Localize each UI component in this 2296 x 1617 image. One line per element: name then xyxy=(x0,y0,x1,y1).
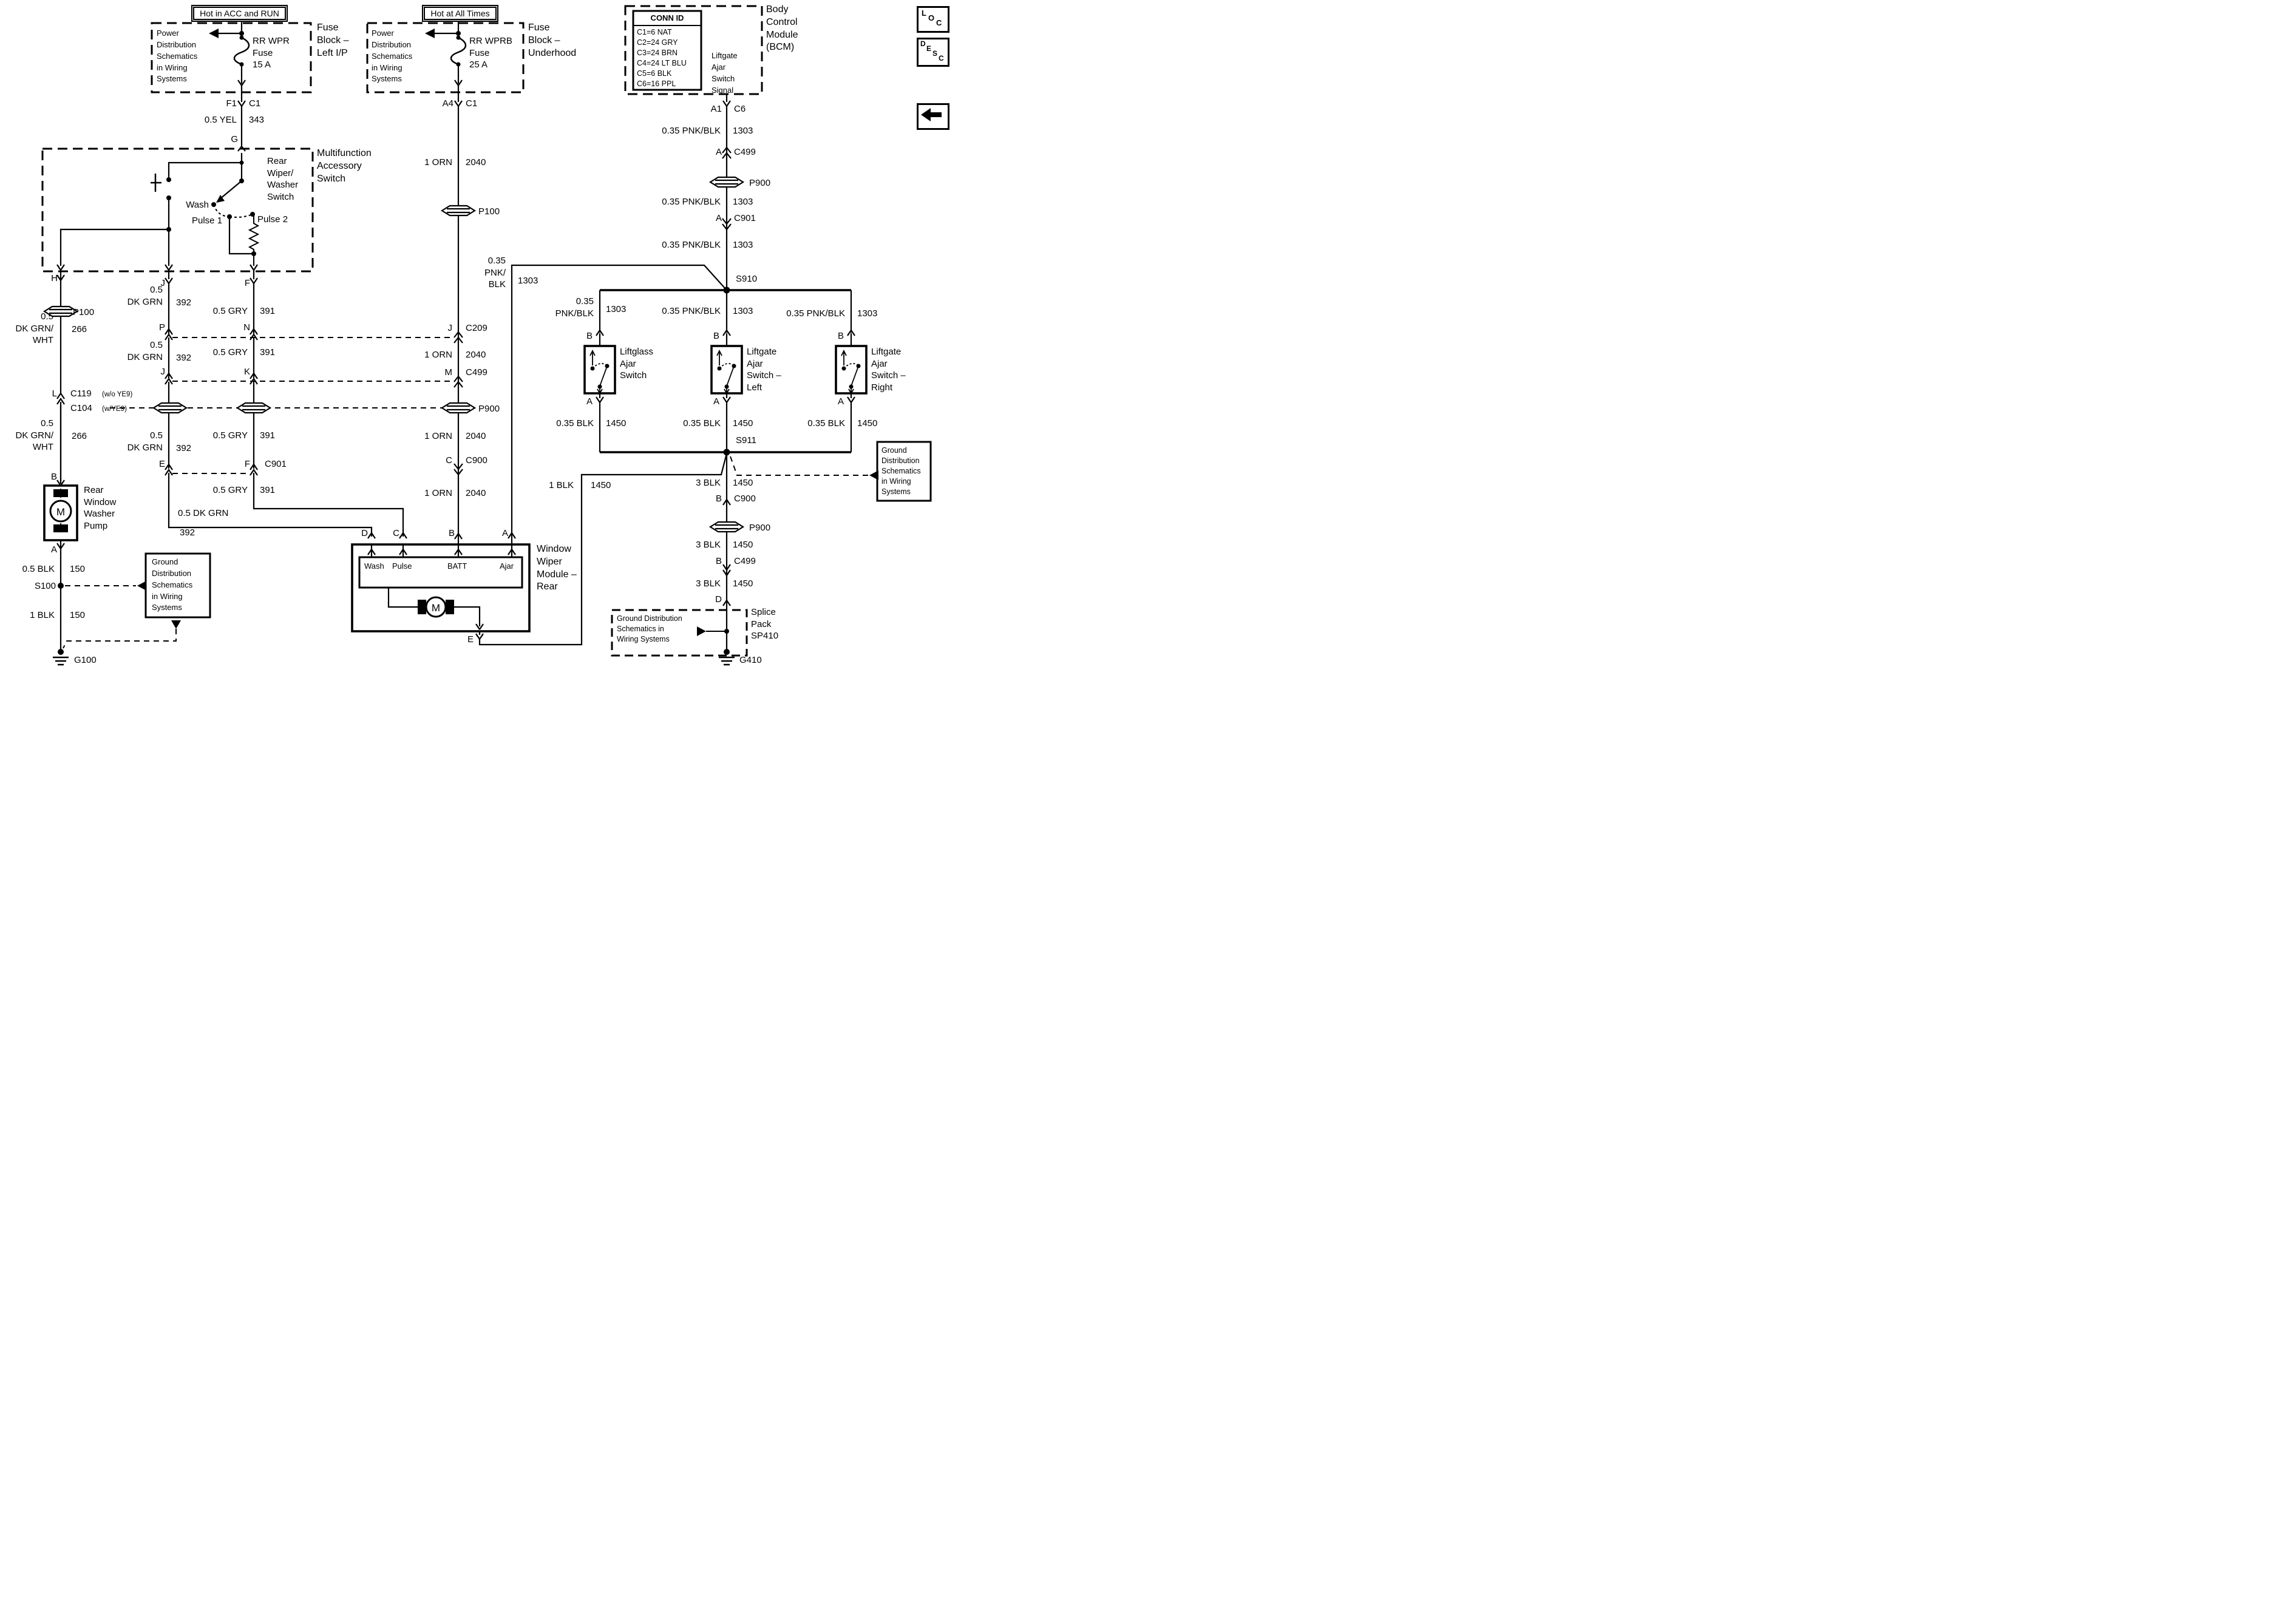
fuse-rr-wpr-label: RR WPR Fuse 15 A xyxy=(253,36,290,70)
ground-note-left: Ground Distribution Schematics in Wiring Systems xyxy=(152,557,193,612)
wire-dkgrnwht2-circuit: 266 xyxy=(72,431,87,441)
module-pin-wash: Wash xyxy=(364,561,384,571)
wire-blk035-mid-circuit: 1450 xyxy=(733,418,753,429)
grommet-p900-bcm-label: P900 xyxy=(749,178,771,188)
wire-pnkblk2-circuit: 1303 xyxy=(733,197,753,207)
wire-blk035-right-circuit: 1450 xyxy=(857,418,878,429)
pin-b-c499: B xyxy=(715,556,722,566)
wire-orn1-circuit: 2040 xyxy=(466,157,486,168)
back-arrow-icon xyxy=(919,105,944,124)
pin-c-c900: C xyxy=(446,455,452,466)
module-pin-pulse: Pulse xyxy=(392,561,412,571)
wire-yel-name: 0.5 YEL xyxy=(204,115,237,125)
pin-h: H xyxy=(51,273,58,283)
wire-blk035-lg-name: 0.35 BLK xyxy=(556,418,594,429)
mas-label: Multifunction Accessory Switch xyxy=(317,148,372,184)
pin-e: E xyxy=(158,459,165,469)
wire-pnkblk3-circuit: 1303 xyxy=(733,240,753,250)
wire-dkgrn1-circuit: 392 xyxy=(176,297,192,308)
pin-a-liftglass: A xyxy=(586,396,593,407)
wire-gry4-circuit: 391 xyxy=(260,485,276,495)
pin-b-module: B xyxy=(448,528,455,538)
pin-l: L xyxy=(52,388,57,399)
pin-n: N xyxy=(243,322,250,333)
wire-blk035-lg-circuit: 1450 xyxy=(606,418,627,429)
wire-blk3b-name: 3 BLK xyxy=(696,540,721,550)
grommet-p900-orn-label: P900 xyxy=(478,404,500,414)
wire-gry2-name: 0.5 GRY xyxy=(212,347,248,358)
wire-orn3-circuit: 2040 xyxy=(466,431,486,441)
splice-s911-label: S911 xyxy=(736,435,756,446)
wire-dkgrn-inline-circuit: 392 xyxy=(180,527,195,538)
wire-pnkblk1-name: 0.35 PNK/BLK xyxy=(662,126,721,136)
module-motor-m: M xyxy=(431,602,441,614)
pin-b-right: B xyxy=(837,331,844,341)
conn-c104-note: (w/YE9) xyxy=(102,405,127,413)
fuse-block-underhood-label: Fuse Block – Underhood xyxy=(528,22,577,58)
wire-blk3c-circuit: 1450 xyxy=(733,578,753,589)
conn-c499-orn: C499 xyxy=(466,367,487,378)
pin-p: P xyxy=(158,322,165,333)
wire-pnkblk3-name: 0.35 PNK/BLK xyxy=(662,240,721,250)
wire-dkgrnwht1-name: 0.5 DK GRN/ WHT xyxy=(15,311,53,345)
liftgate-ajar-switch-right-label: Liftgate Ajar Switch – Right xyxy=(871,347,906,393)
splice-s100-label: S100 xyxy=(34,581,56,591)
orn-feed-wire xyxy=(454,106,463,539)
grommet-p900-ground-label: P900 xyxy=(749,523,771,533)
liftgate-ajar-signal-label: Liftgate Ajar Switch Signal xyxy=(712,51,738,95)
pump-motor-m: M xyxy=(56,506,66,518)
wiring-diagram-rear-wiper-washer xyxy=(0,0,952,670)
wire-blk1450-circuit: 1450 xyxy=(591,480,611,490)
pin-a-pump: A xyxy=(50,544,57,555)
wire-dkgrn3-name: 0.5 DK GRN xyxy=(127,430,163,453)
wire-pnkblk2-name: 0.35 PNK/BLK xyxy=(662,197,721,207)
liftglass-ajar-switch-label: Liftglass Ajar Switch xyxy=(620,347,654,381)
wire-dkgrnwht1-circuit: 266 xyxy=(72,324,87,334)
wiper-module-label: Window Wiper Module – Rear xyxy=(537,544,577,592)
rear-wiper-washer-switch-label: Rear Wiper/ Washer Switch xyxy=(267,156,299,202)
power-note-ip: Power Distribution Schematics in Wiring Systems xyxy=(157,29,198,84)
wire-orn3-name: 1 ORN xyxy=(424,431,452,441)
pin-a-module: A xyxy=(501,528,508,538)
wire-dkgrn2-name: 0.5 DK GRN xyxy=(127,340,163,362)
ground-g100-label: G100 xyxy=(74,655,97,665)
pin-a-c499: A xyxy=(715,147,722,157)
pin-j-c209: J xyxy=(447,323,452,333)
terminal-g: G xyxy=(231,134,238,144)
loc-letter-l: L xyxy=(922,8,926,18)
wire-pnkblk-ajar-name: 0.35 PNK/ BLK xyxy=(484,256,506,290)
pin-j2: J xyxy=(160,367,165,377)
wire-yel-circuit: 343 xyxy=(249,115,265,125)
pin-f-c901: F xyxy=(244,459,250,469)
wire-gry2-circuit: 391 xyxy=(260,347,276,358)
ground-g410-label: G410 xyxy=(739,655,762,665)
wire-orn2-circuit: 2040 xyxy=(466,350,486,360)
pin-a-left: A xyxy=(713,396,719,407)
wire-pnkblk-mid-name: 0.35 PNK/BLK xyxy=(662,306,721,316)
wire-pnkblk-right-name: 0.35 PNK/BLK xyxy=(786,308,845,319)
grommet-p100-orn-label: P100 xyxy=(478,206,500,217)
wire-gry1-circuit: 391 xyxy=(260,306,276,316)
module-pin-batt: BATT xyxy=(447,561,467,571)
desc-letter-s: S xyxy=(932,49,938,58)
hot-in-acc-header: Hot in ACC and RUN xyxy=(191,5,288,22)
conn-c900-orn: C900 xyxy=(466,455,487,466)
desc-letter-d: D xyxy=(920,39,926,48)
wire-pnkblk-lg-name: 0.35 PNK/BLK xyxy=(555,296,594,319)
wire-gry3-circuit: 391 xyxy=(260,430,276,441)
desc-button[interactable] xyxy=(917,38,949,67)
conn-c900-ground: C900 xyxy=(734,493,756,504)
contact-pulse1-label: Pulse 1 xyxy=(192,215,223,226)
conn-id-table: C1=6 NAT C2=24 GRY C3=24 BRN C4=24 LT BLU C5=6 BLK C6=16 PPL xyxy=(637,28,687,88)
pin-d-module: D xyxy=(361,528,368,538)
pin-a-c901: A xyxy=(715,213,722,223)
wire-gry4-name: 0.5 GRY xyxy=(212,485,248,495)
pin-b-pump: B xyxy=(50,472,57,482)
hot-at-all-times-header: Hot at All Times xyxy=(422,5,498,22)
module-pin-ajar: Ajar xyxy=(500,561,514,571)
washer-pump-label: Rear Window Washer Pump xyxy=(84,485,117,531)
wire-blk035-mid-name: 0.35 BLK xyxy=(683,418,721,429)
splice-pack-sp410-label: Splice Pack SP410 xyxy=(751,607,779,641)
wire-gry3-name: 0.5 GRY xyxy=(212,430,248,441)
conn-c119-note: (w/o YE9) xyxy=(102,391,133,398)
wire-dkgrn3-circuit: 392 xyxy=(176,443,192,453)
pin-j-mas: J xyxy=(160,278,165,288)
wire-blk035-right-name: 0.35 BLK xyxy=(807,418,845,429)
loc-button[interactable] xyxy=(917,6,949,33)
wire-blk3b-circuit: 1450 xyxy=(733,540,753,550)
wire-orn2-name: 1 ORN xyxy=(424,350,452,360)
wire-blk05-circuit: 150 xyxy=(70,564,86,574)
ground-note-right: Ground Distribution Schematics in Wiring Systems xyxy=(881,446,921,496)
wire-dkgrn-inline-name: 0.5 DK GRN xyxy=(178,508,229,518)
conn-c209: C209 xyxy=(466,323,487,333)
wire-dkgrnwht2-name: 0.5 DK GRN/ WHT xyxy=(15,418,53,452)
pin-c-module: C xyxy=(393,528,399,538)
pin-k: K xyxy=(243,367,250,377)
wire-pnkblk-ajar-circuit: 1303 xyxy=(518,276,538,286)
wire-pnkblk-mid-circuit: 1303 xyxy=(733,306,753,316)
pin-b-liftglass: B xyxy=(586,331,593,341)
loc-letter-o: O xyxy=(928,13,935,22)
conn-c1-ip: C1 xyxy=(249,98,261,109)
s911-bus xyxy=(596,393,931,501)
conn-c1-uh: C1 xyxy=(466,98,478,109)
pin-f1: F1 xyxy=(226,98,237,109)
conn-c104: C104 xyxy=(70,403,92,413)
wire-blk3c-name: 3 BLK xyxy=(696,578,721,589)
conn-c499-ground: C499 xyxy=(734,556,756,566)
conn-c6: C6 xyxy=(734,104,746,114)
pin-b-c900: B xyxy=(715,493,722,504)
contact-pulse2-label: Pulse 2 xyxy=(257,214,288,225)
liftgate-ajar-switch-left-label: Liftgate Ajar Switch – Left xyxy=(747,347,781,393)
wire-blk1450-name: 1 BLK xyxy=(549,480,574,490)
contact-wash-label: Wash xyxy=(186,200,209,210)
conn-c119: C119 xyxy=(70,388,92,399)
pin-a4: A4 xyxy=(442,98,453,109)
wire-blk05-name: 0.5 BLK xyxy=(22,564,55,574)
pin-b-left: B xyxy=(713,331,719,341)
wire-orn4-name: 1 ORN xyxy=(424,488,452,498)
wire-blk1-name: 1 BLK xyxy=(30,610,55,620)
wire-pnkblk1-circuit: 1303 xyxy=(733,126,753,136)
desc-letter-c: C xyxy=(939,54,944,63)
wire-pnkblk-lg-circuit: 1303 xyxy=(606,304,627,314)
pin-a-right: A xyxy=(837,396,844,407)
pin-a1: A1 xyxy=(710,104,722,114)
conn-c499-bcm: C499 xyxy=(734,147,756,157)
wire-blk3a-name: 3 BLK xyxy=(696,478,721,488)
loc-letter-c: C xyxy=(936,18,942,27)
splice-s910-label: S910 xyxy=(736,274,758,284)
wire-blk1-circuit: 150 xyxy=(70,610,86,620)
ground-note-sp410: Ground Distribution Schematics in Wiring Systems xyxy=(617,614,682,643)
wire-pnkblk-right-circuit: 1303 xyxy=(857,308,878,319)
pin-d-sp410: D xyxy=(715,594,722,605)
wire-dkgrn1-name: 0.5 DK GRN xyxy=(127,285,163,307)
wire-blk3a-circuit: 1450 xyxy=(733,478,753,488)
conn-c901-bcm: C901 xyxy=(734,213,756,223)
conn-id-header: CONN ID xyxy=(650,13,684,22)
pin-e-module: E xyxy=(467,634,474,645)
power-note-underhood: Power Distribution Schematics in Wiring Systems xyxy=(372,29,413,84)
wire-dkgrn2-circuit: 392 xyxy=(176,353,192,363)
desc-letter-e: E xyxy=(926,44,932,53)
wire-orn1-name: 1 ORN xyxy=(424,157,452,168)
fuse-block-ip-label: Fuse Block – Left I/P xyxy=(317,22,349,58)
conn-c901: C901 xyxy=(265,459,287,469)
back-button[interactable] xyxy=(917,103,949,130)
pin-m-c499: M xyxy=(444,367,452,378)
pin-f-mas: F xyxy=(244,278,250,288)
grommet-p100-left-label: P100 xyxy=(73,307,95,317)
wire-gry1-name: 0.5 GRY xyxy=(212,306,248,316)
bcm-label: Body Control Module (BCM) xyxy=(766,4,798,53)
wire-orn4-circuit: 2040 xyxy=(466,488,486,498)
fuse-rr-wprb-label: RR WPRB Fuse 25 A xyxy=(469,36,512,70)
